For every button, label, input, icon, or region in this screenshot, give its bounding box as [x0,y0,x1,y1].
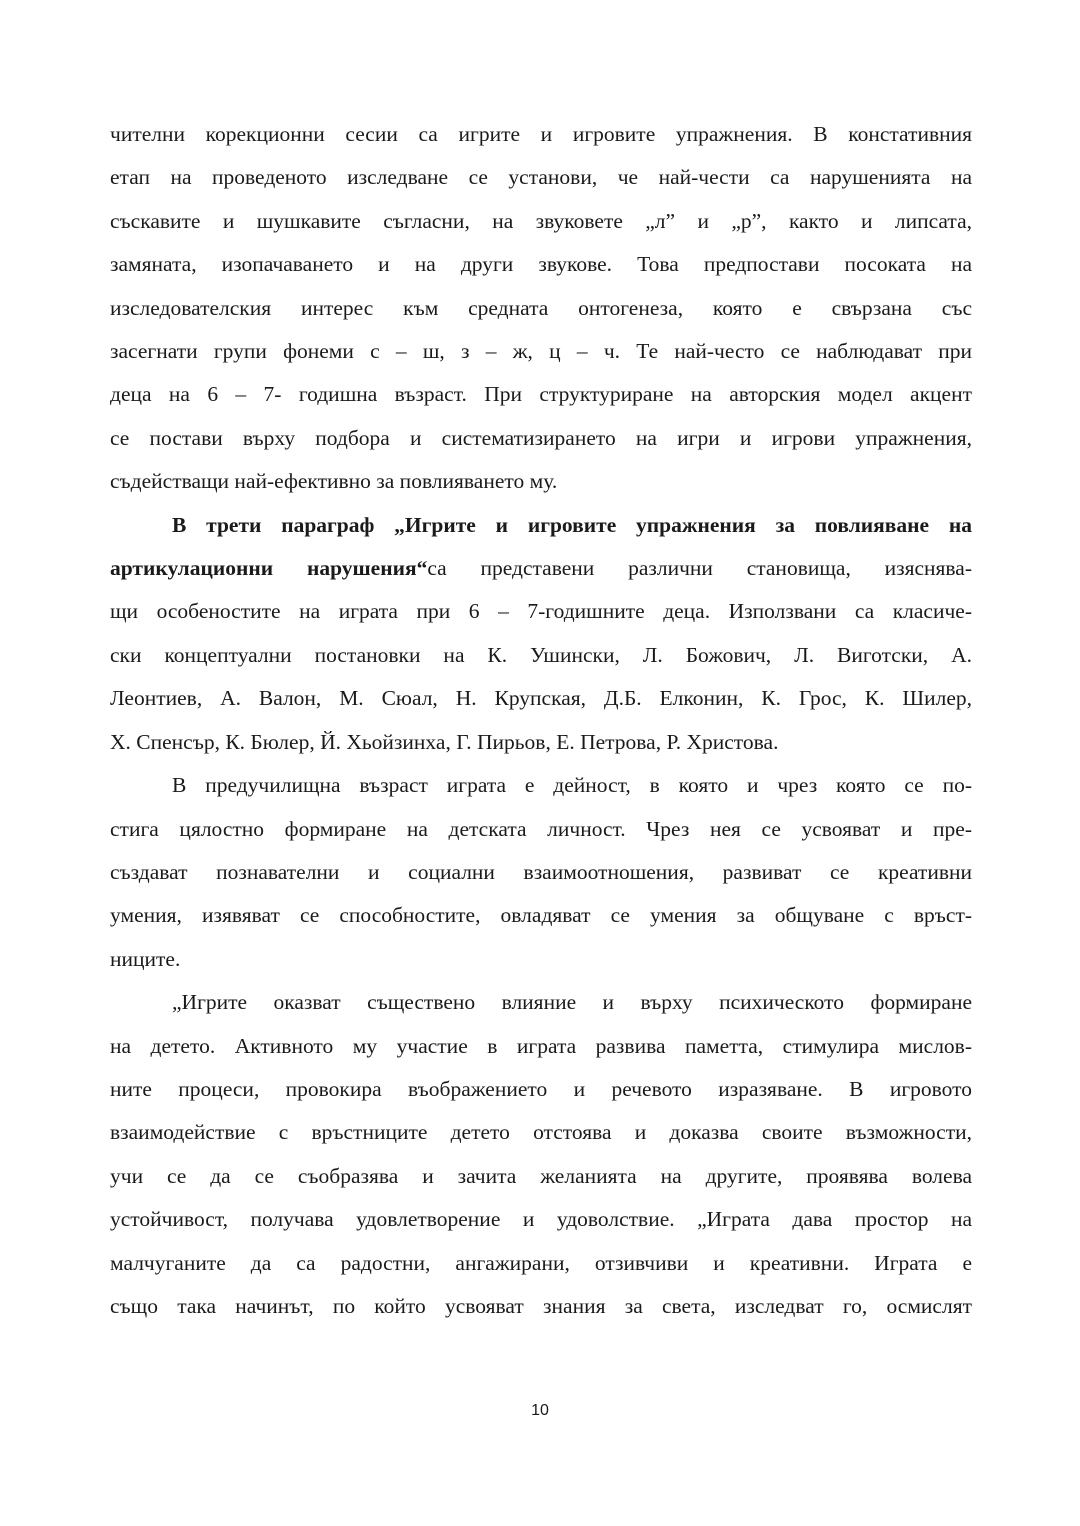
text-line: също така начинът, по който усвояват знания за света, изследват го, осмислят [110,1293,972,1318]
text-line: етап на проведеното изследване се установи, че най-чести са нарушенията на [110,165,972,190]
text-line: учи се да се съобразява и зачита желанията на другите, проявява волева [110,1163,972,1188]
text-line: замяната, изопачаването и на други звукове. Това предпостави посоката на [110,252,972,277]
paragraph-3 [110,764,972,981]
text-line: ски концептуални постановки на К. Ушински, Л. Божович, Л. Виготски, А. [110,642,972,667]
text-line: взаимодействие с връстниците детето отстоява и доказва своите възможности, [110,1120,972,1145]
text-line: стига цялостно формиране на детската личност. Чрез нея се усвояват и пре- [110,816,972,841]
text-line: ниците. [110,946,181,971]
text-line: съскавите и шушкавите съгласни, на звуковете „л” и „р”, както и липсата, [110,208,972,233]
text-line: чителни корекционни сесии са игрите и игровите упражнения. В констативния [110,122,972,146]
text-line: Х. Спенсър, К. Бюлер, Й. Хьойзинха, Г. Пирьов, Е. Петрова, Р. Христова. [110,729,779,754]
text-line: засегнати групи фонеми с – ш, з – ж, ц – ч. Те най-често се наблюдават при [110,339,972,364]
paragraph-4 [110,981,972,1328]
document-page [110,113,972,1328]
text-line: малчуганите да са радостни, ангажирани, отзивчиви и креативни. Играта е [110,1250,972,1275]
text-line [110,504,972,547]
text-line: „Игрите оказват съществено влияние и върху психическото формиране [172,990,972,1015]
text-line: съдействащи най-ефективно за повлияването му. [110,469,558,494]
text-line: умения, изявяват се способностите, овладяват се умения за общуване с връст- [110,903,972,928]
text-line: устойчивост, получава удовлетворение и удоволствие. „Играта дава простор на [110,1207,972,1232]
paragraph-1 [110,113,972,504]
section-heading-part-2: артикулационни нарушения“ [110,556,428,581]
text-run: са представени различни становища, изяснява- [427,556,972,581]
section-heading-part-1: В трети параграф „Игрите и игровите упражнения за повлияване на [172,512,972,537]
text-line: деца на 6 – 7- годишна възраст. При структуриране на авторския модел акцент [110,382,972,407]
text-line: създават познавателни и социални взаимоотношения, развиват се креативни [110,859,972,884]
text-line: ните процеси, провокира въображението и речевото изразяване. В игровото [110,1076,972,1101]
text-line: изследователския интерес към средната онтогенеза, която е свързана със [110,295,972,320]
text-line: В предучилищна възраст играта е дейност, в която и чрез която се по- [172,773,972,798]
text-line: на детето. Активното му участие в играта развива паметта, стимулира мислов- [110,1033,972,1058]
paragraph-2 [110,504,972,764]
text-line: Леонтиев, А. Валон, М. Сюал, Н. Крупская, Д.Б. Елконин, К. Грос, К. Шилер, [110,686,972,711]
text-line: щи особеностите на играта при 6 – 7-годишните деца. Използвани са класиче- [110,599,972,624]
text-line: се постави върху подбора и систематизирането на игри и игрови упражнения, [110,425,972,450]
text-line [110,547,972,590]
page-number: 10 [531,1402,549,1419]
